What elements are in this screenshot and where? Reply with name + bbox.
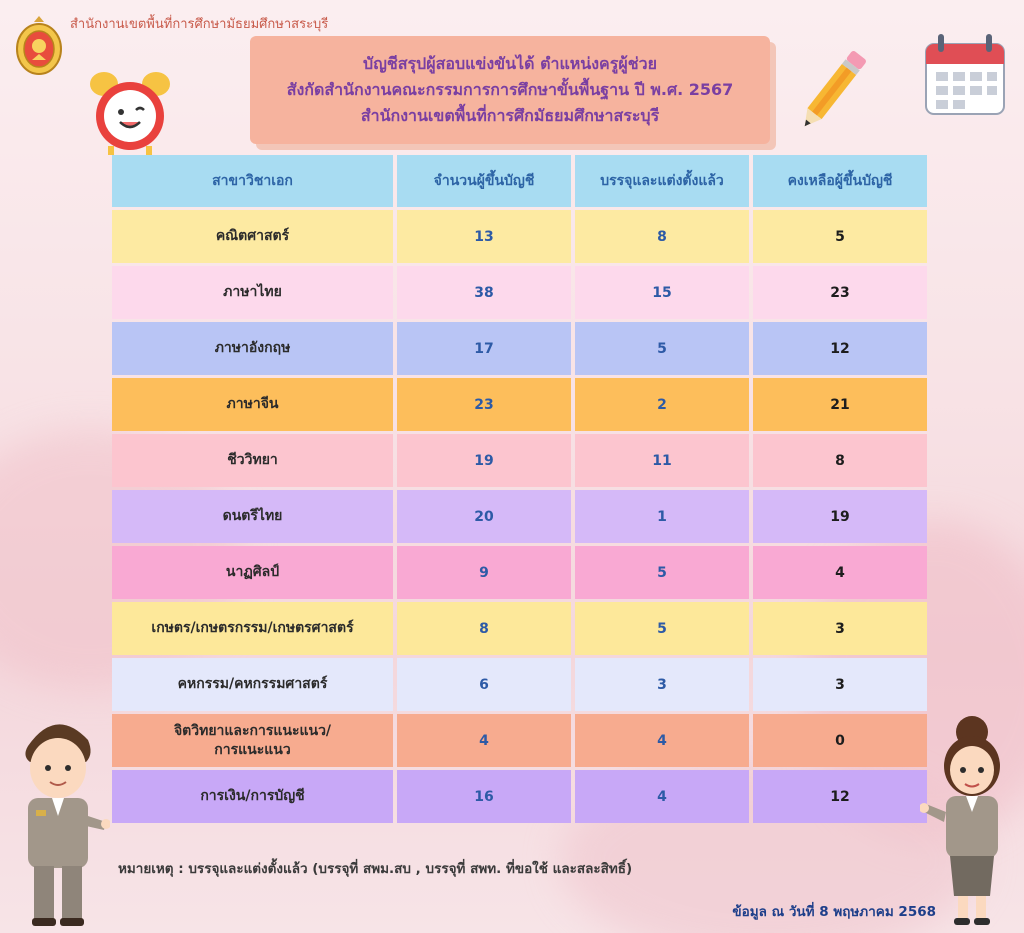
cell-appointed-count: 11 [575,434,749,487]
cell-listed-count: 6 [397,658,571,711]
cell-remaining-count: 0 [753,714,927,767]
table-row [112,658,927,711]
cell-remaining-count: 21 [753,378,927,431]
table-row [112,546,927,599]
cell-appointed-count: 3 [575,658,749,711]
cell-listed-count: 9 [397,546,571,599]
cell-remaining-count: 3 [753,602,927,655]
cell-remaining-count: 19 [753,490,927,543]
cell-listed-count: 23 [397,378,571,431]
table-row [112,322,927,375]
cell-listed-count: 38 [397,266,571,319]
cell-subject: คหกรรม/คหกรรมศาสตร์ [112,658,393,711]
column-header: สาขาวิชาเอก [112,155,393,207]
cell-subject: ภาษาอังกฤษ [112,322,393,375]
cell-appointed-count: 5 [575,546,749,599]
cell-remaining-count: 12 [753,770,927,823]
cell-subject: คณิตศาสตร์ [112,210,393,263]
cell-appointed-count: 4 [575,714,749,767]
cell-remaining-count: 8 [753,434,927,487]
data-date: ข้อมูล ณ วันที่ 8 พฤษภาคม 2568 [732,904,936,920]
column-header: จำนวนผู้ขึ้นบัญชี [397,155,571,207]
school-seal-icon [14,16,64,78]
cell-subject: จิตวิทยาและการแนะแนว/ การแนะแนว [112,714,393,767]
cell-appointed-count: 5 [575,322,749,375]
alarm-clock-icon [84,64,176,156]
cell-appointed-count: 4 [575,770,749,823]
table-header-row [112,155,927,207]
cell-remaining-count: 5 [753,210,927,263]
table-row [112,602,927,655]
table-row [112,714,927,767]
title-line-1: บัญชีสรุปผู้สอบแข่งขันได้ ตำแหน่งครูผู้ช่วย [363,54,657,73]
cell-appointed-count: 2 [575,378,749,431]
table-body [112,210,927,823]
cell-subject: ภาษาไทย [112,266,393,319]
cell-subject: เกษตร/เกษตรกรรม/เกษตรศาสตร์ [112,602,393,655]
org-name: สำนักงานเขตพื้นที่การศึกษามัธยมศึกษาสระบุรี [70,17,329,32]
cell-subject: การเงิน/การบัญชี [112,770,393,823]
table-row [112,266,927,319]
cell-listed-count: 13 [397,210,571,263]
column-header: คงเหลือผู้ขึ้นบัญชี [753,155,927,207]
female-teacher-illustration [920,712,1020,928]
title-banner [250,36,770,144]
footnote: หมายเหตุ : บรรจุและแต่งตั้งแล้ว (บรรจุที่ สพม.สบ , บรรจุที่ สพท. ที่ขอใช้ และสละสิทธิ์) [118,861,633,877]
table-row [112,490,927,543]
column-header: บรรจุและแต่งตั้งแล้ว [575,155,749,207]
table-row [112,770,927,823]
cell-listed-count: 8 [397,602,571,655]
cell-appointed-count: 15 [575,266,749,319]
summary-table [108,152,931,826]
cell-remaining-count: 4 [753,546,927,599]
cell-subject: ดนตรีไทย [112,490,393,543]
cell-remaining-count: 12 [753,322,927,375]
male-teacher-illustration [6,706,110,930]
cell-listed-count: 16 [397,770,571,823]
table-row [112,378,927,431]
cell-subject: ชีววิทยา [112,434,393,487]
cell-subject: นาฏศิลป์ [112,546,393,599]
cell-listed-count: 4 [397,714,571,767]
cell-remaining-count: 3 [753,658,927,711]
cell-remaining-count: 23 [753,266,927,319]
table-row [112,210,927,263]
cell-appointed-count: 8 [575,210,749,263]
cell-subject: ภาษาจีน [112,378,393,431]
cell-listed-count: 19 [397,434,571,487]
pencil-icon [794,42,872,138]
title-line-2: สังกัดสำนักงานคณะกรรมการการศึกษาขั้นพื้นฐาน ปี พ.ศ. 2567 [286,80,734,99]
title-line-3: สำนักงานเขตพื้นที่การศึกมัธยมศึกษาสระบุรี [360,106,660,125]
cell-appointed-count: 1 [575,490,749,543]
calendar-icon [920,30,1010,120]
cell-appointed-count: 5 [575,602,749,655]
table-row [112,434,927,487]
cell-listed-count: 20 [397,490,571,543]
cell-listed-count: 17 [397,322,571,375]
